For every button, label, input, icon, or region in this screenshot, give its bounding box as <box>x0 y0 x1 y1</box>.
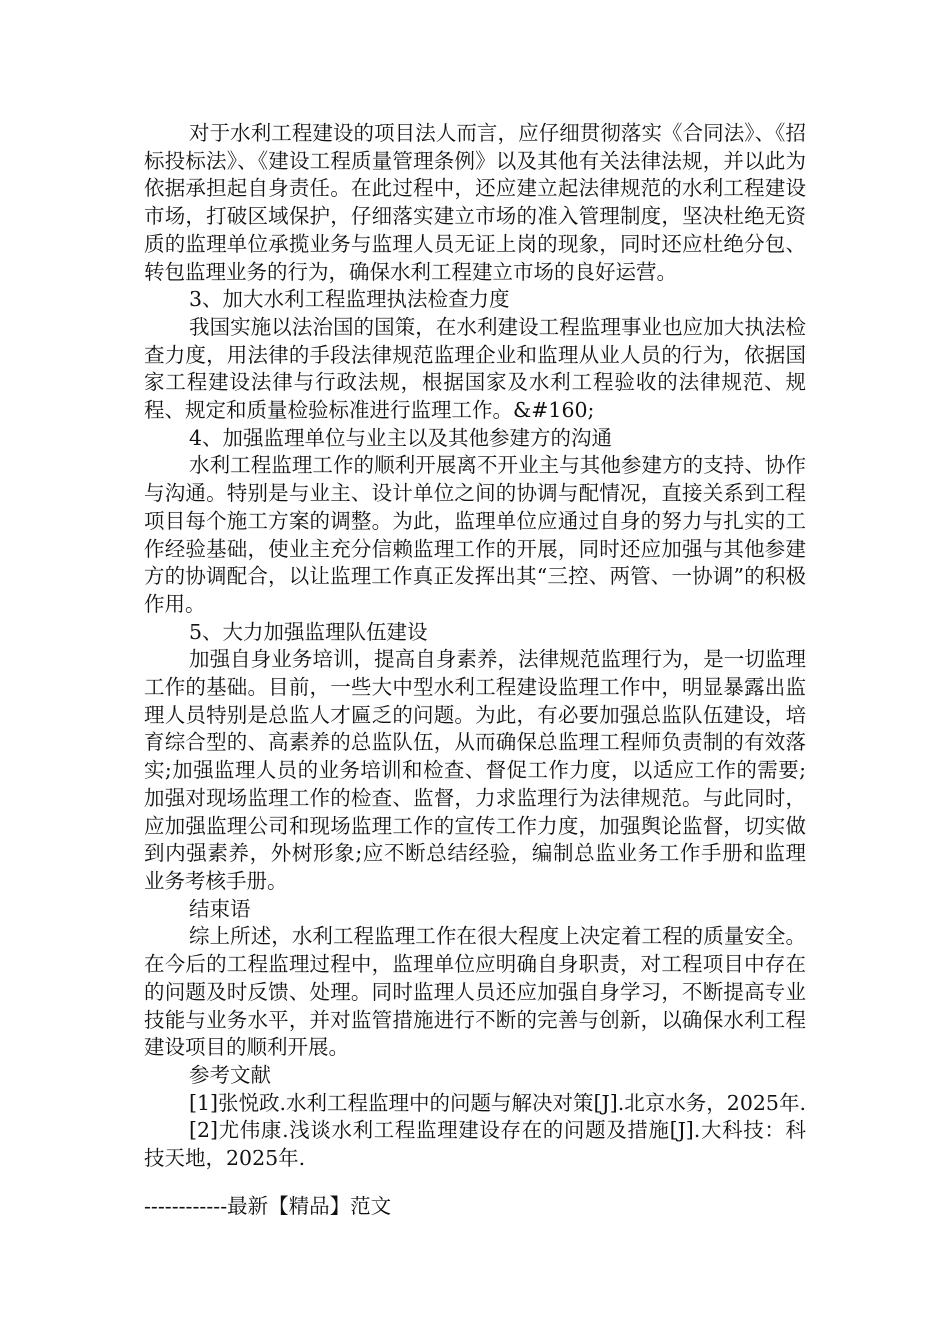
page-footer: ------------最新【精品】范文 <box>144 1194 392 1218</box>
heading-conclusion: 结束语 <box>189 896 251 921</box>
reference-item-2: [2]尤伟康.浅谈水利工程监理建设存在的问题及措施[J].大科技：科技天地，2025年. <box>144 1118 806 1171</box>
reference-item-1: [1]张悦政.水利工程监理中的问题与解决对策[J].北京水务，2025年. <box>189 1090 806 1115</box>
heading-section-4: 4、加强监理单位与业主以及其他参建方的沟通 <box>189 425 613 450</box>
paragraph-team-building: 加强自身业务培训，提高自身素养，法律规范监理行为，是一切监理工作的基础。目前，一些大中型水利工程建设监理工作中，明显暴露出监理人员特别是总监人才匾乏的问题。为此，有必要加强总监队伍建设，培育综合型的、高素养的总监队伍，从而确保总监理工程师负责制的有效落实;加强监理人员的业务培训和检查、督促工作力度，以适应工作的需要;加强对现场监理工作的检查、监督，力求监理行为法律规范。与此同时，应加强监理公司和现场监理工作的宣传工作力度，加强舆论监督，切实做到内强素养，外树形象;应不断总结经验，编制总监业务工作手册和监理业务考核手册。 <box>144 647 806 893</box>
paragraph-law-enforcement: 我国实施以法治国的国策，在水利建设工程监理事业也应加大执法检查力度，用法律的手段法律规范监理企业和监理从业人员的行为，依据国家工程建设法律与行政法规，根据国家及水利工程验收的法律规范、规程、规定和质量检验标准进行监理工作。&#160; <box>144 314 806 423</box>
heading-references: 参考文献 <box>189 1062 271 1087</box>
heading-section-5: 5、大力加强监理队伍建设 <box>189 619 428 644</box>
paragraph-legal-framework: 对于水利工程建设的项目法人而言，应仔细贯彻落实《合同法》、《招标投标法》、《建设工程质量管理条例》以及其他有关法律法规，并以此为依据承担起自身责任。在此过程中，还应建立起法律规范的水利工程建设市场，打破区域保护，仔细落实建立市场的准入管理制度，坚决杜绝无资质的监理单位承揽业务与监理人员无证上岗的现象，同时还应杜绝分包、转包监理业务的行为，确保水利工程建立市场的良好运营。 <box>144 121 806 284</box>
document-body <box>144 120 806 1173</box>
paragraph-communication: 水利工程监理工作的顺利开展离不开业主与其他参建方的支持、协作与沟通。特别是与业主、设计单位之间的协调与配情况，直接关系到工程项目每个施工方案的调整。为此，监理单位应通过自身的努力与扎实的工作经验基础，使业主充分信赖监理工作的开展，同时还应加强与其他参建方的协调配合，以让监理工作真正发挥出其“三控、两管、一协调”的积极作用。 <box>144 453 806 616</box>
heading-section-3: 3、加大水利工程监理执法检查力度 <box>189 287 510 312</box>
paragraph-conclusion: 综上所述，水利工程监理工作在很大程度上决定着工程的质量安全。在今后的工程监理过程中，监理单位应明确自身职责，对工程项目中存在的问题及时反馈、处理。同时监理人员还应加强自身学习，不断提高专业技能与业务水平，并对监管措施进行不断的完善与创新，以确保水利工程建设项目的顺利开展。 <box>144 924 806 1060</box>
